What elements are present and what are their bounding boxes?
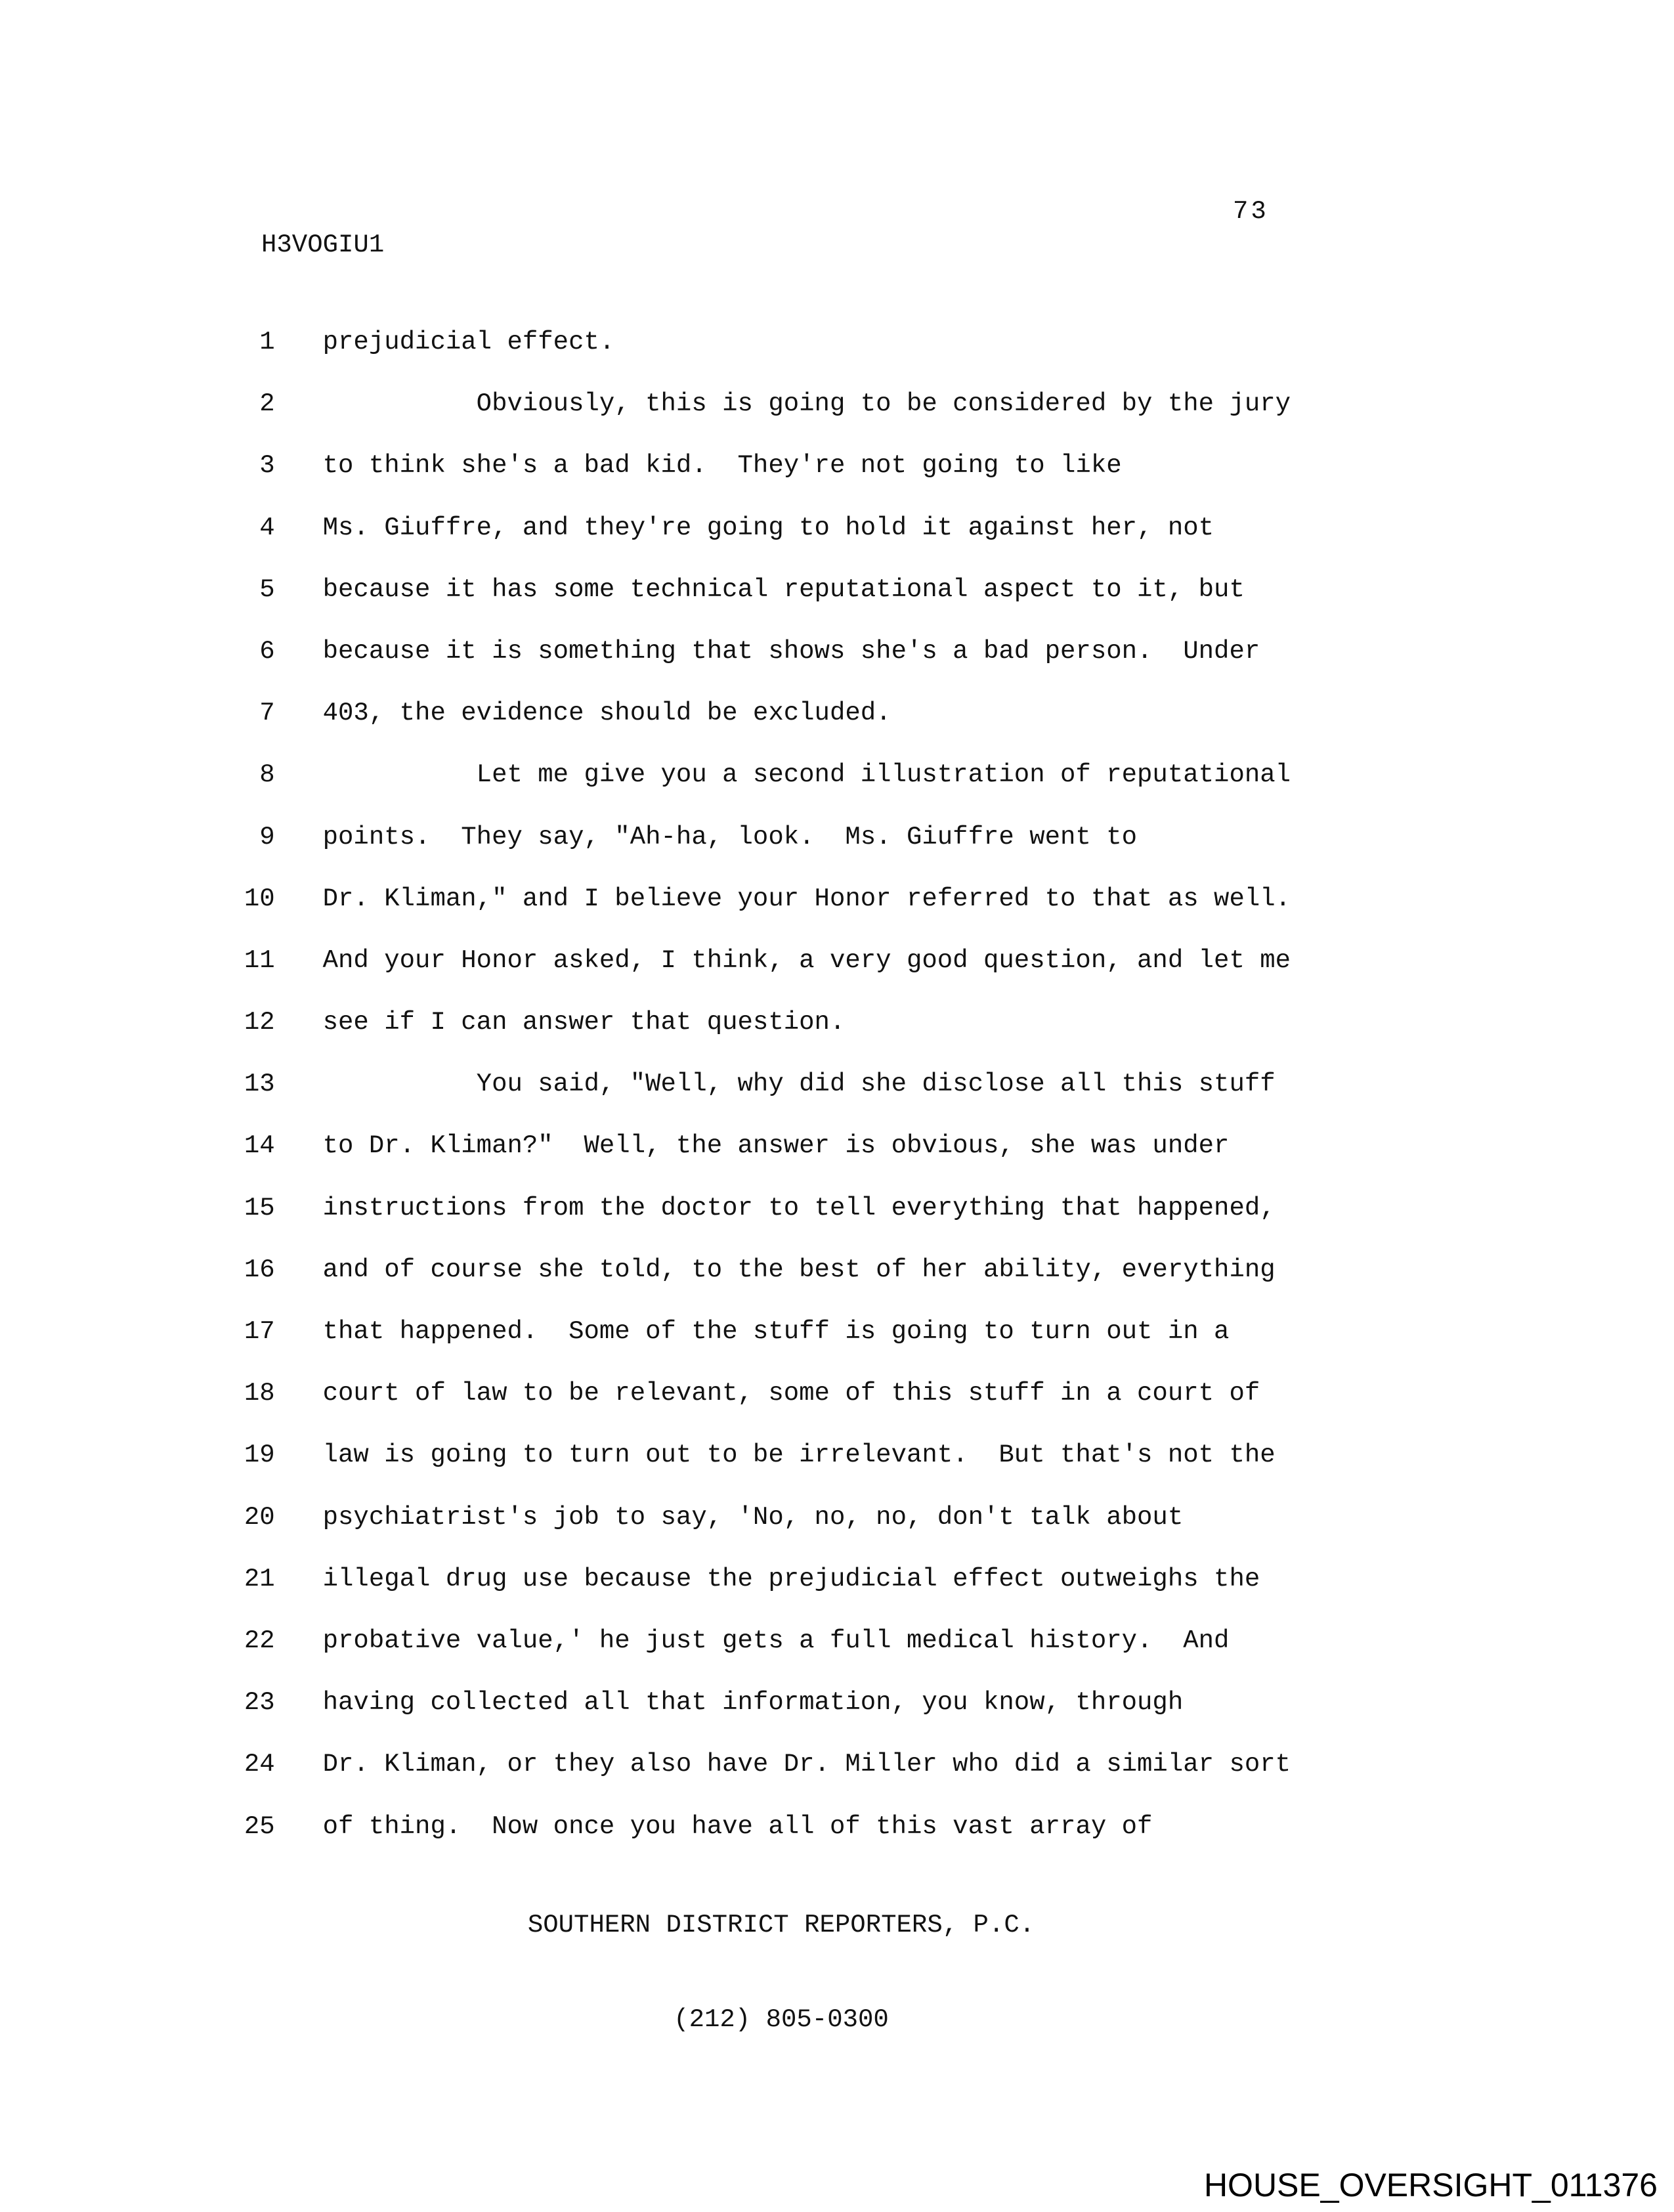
bates-number: HOUSE_OVERSIGHT_011376 [1203,2167,1658,2203]
transcript-line [0,1536,1674,1597]
line-text: to think she's a bad kid. They're not going to like [322,451,1122,481]
transcript-line [0,1350,1674,1412]
line-text: law is going to turn out to be irrelevant. But that's not the [322,1441,1276,1470]
line-number: 7 [259,699,275,728]
line-text: and of course she told, to the best of her ability, everything [322,1255,1276,1284]
transcript-line [0,917,1674,979]
line-number: 23 [244,1688,275,1718]
transcript-line [0,1288,1674,1350]
line-text: prejudicial effect. [322,328,615,357]
line-text: psychiatrist's job to say, 'No, no, no, don't talk about [322,1502,1184,1532]
transcript-line [0,1041,1674,1102]
line-number: 14 [244,1131,275,1161]
line-number: 12 [244,1008,275,1037]
line-number: 17 [244,1317,275,1346]
line-number: 3 [259,451,275,481]
reporter-phone: (212) 805-0300 [674,2005,889,2034]
transcript-line [0,1783,1674,1845]
line-text: because it is something that shows she's a bad person. Under [322,636,1260,666]
line-number: 6 [259,636,275,666]
transcript-line [0,1474,1674,1536]
line-number: 13 [244,1070,275,1099]
transcript-line [0,670,1674,731]
line-number: 21 [244,1564,275,1594]
line-text: illegal drug use because the prejudicial effect outweighs the [322,1564,1260,1594]
line-text: of thing. Now once you have all of this vast array of [322,1811,1153,1841]
transcript-line [0,608,1674,670]
line-text: probative value,' he just gets a full medical history. And [322,1626,1230,1655]
transcript-line [0,1659,1674,1721]
line-number: 10 [244,884,275,913]
line-text: having collected all that information, you know, through [322,1688,1184,1718]
transcript-line [0,485,1674,546]
line-number: 19 [244,1441,275,1470]
line-number: 4 [259,513,275,542]
line-text: Dr. Kliman," and I believe your Honor referred to that as well. [322,884,1291,913]
line-number: 22 [244,1626,275,1655]
transcript-line [0,731,1674,793]
line-text: instructions from the doctor to tell everything that happened, [322,1193,1276,1223]
transcript-line [0,1721,1674,1783]
line-number: 8 [259,760,275,790]
transcript-line [0,546,1674,608]
transcript-line [0,360,1674,422]
transcript-body [0,299,1674,1845]
line-text: see if I can answer that question. [322,1008,846,1037]
line-text: Dr. Kliman, or they also have Dr. Miller who did a similar sort [322,1750,1291,1779]
line-text: And your Honor asked, I think, a very good question, and let me [322,945,1291,975]
line-number: 18 [244,1379,275,1408]
line-number: 9 [259,822,275,852]
transcript-line [0,1597,1674,1659]
reporter-footer [261,1846,1301,2098]
transcript-line [0,1226,1674,1288]
line-number: 1 [259,328,275,357]
line-text: 403, the evidence should be excluded. [322,699,891,728]
line-text: that happened. Some of the stuff is going to turn out in a [322,1317,1230,1346]
line-number: 20 [244,1502,275,1532]
line-text: court of law to be relevant, some of this stuff in a court of [322,1379,1260,1408]
reporter-name: SOUTHERN DISTRICT REPORTERS, P.C. [527,1911,1035,1940]
transcript-line [0,1412,1674,1473]
line-text: You said, "Well, why did she disclose all this stuff [322,1070,1276,1099]
transcript-line [0,422,1674,484]
line-number: 24 [244,1750,275,1779]
transcript-line [0,979,1674,1041]
transcript-line [0,794,1674,856]
transcript-header-id: H3VOGIU1 [261,230,385,259]
line-number: 16 [244,1255,275,1284]
transcript-line [0,1165,1674,1226]
line-number: 15 [244,1193,275,1223]
line-text: Obviously, this is going to be considered by the jury [322,389,1291,419]
transcript-line [0,1102,1674,1164]
line-number: 5 [259,575,275,604]
page-number: 73 [1233,197,1269,226]
line-text: Let me give you a second illustration of reputational [322,760,1291,790]
line-number: 25 [244,1811,275,1841]
line-text: because it has some technical reputational aspect to it, but [322,575,1245,604]
transcript-line [0,299,1674,360]
line-number: 11 [244,945,275,975]
transcript-line [0,856,1674,917]
line-number: 2 [259,389,275,419]
line-text: to Dr. Kliman?" Well, the answer is obvious, she was under [322,1131,1230,1161]
line-text: Ms. Giuffre, and they're going to hold it against her, not [322,513,1214,542]
line-text: points. They say, "Ah-ha, look. Ms. Giuffre went to [322,822,1138,852]
